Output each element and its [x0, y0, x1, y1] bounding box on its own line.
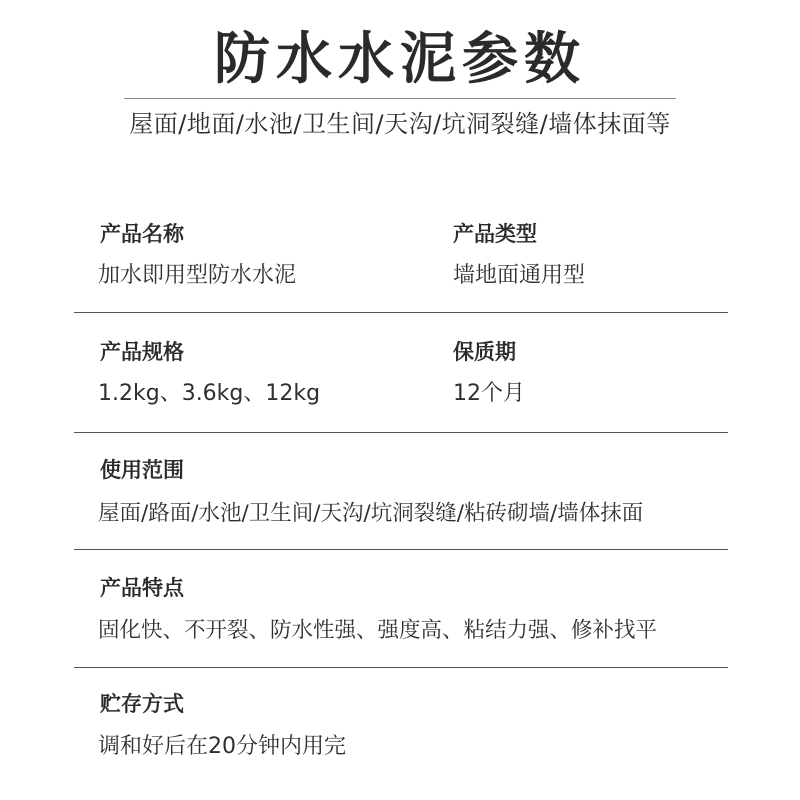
- section-divider: [74, 549, 728, 550]
- usage-scope-label: 使用范围: [100, 458, 184, 482]
- product-name-value: 加水即用型防水水泥: [98, 263, 297, 288]
- shelf-life-label: 保质期: [453, 340, 516, 364]
- features-label: 产品特点: [100, 576, 184, 600]
- storage-label: 贮存方式: [100, 692, 184, 716]
- page-title: 防水水泥参数: [214, 27, 586, 92]
- storage-value: 调和好后在20分钟内用完: [98, 734, 346, 759]
- shelf-life-value: 12个月: [453, 381, 525, 406]
- section-divider: [74, 432, 728, 433]
- page-subtitle: 屋面/地面/水池/卫生间/天沟/坑洞裂缝/墙体抹面等: [129, 110, 671, 138]
- product-spec-label: 产品规格: [100, 340, 184, 364]
- product-type-value: 墙地面通用型: [453, 263, 586, 288]
- product-type-label: 产品类型: [453, 222, 537, 246]
- product-spec-value: 1.2kg、3.6kg、12kg: [98, 381, 321, 406]
- section-divider: [74, 667, 728, 668]
- features-value: 固化快、不开裂、防水性强、强度高、粘结力强、修补找平: [98, 618, 658, 643]
- section-divider: [74, 312, 728, 313]
- usage-scope-value: 屋面/路面/水池/卫生间/天沟/坑洞裂缝/粘砖砌墙/墙体抹面: [98, 501, 644, 526]
- title-underline: [124, 98, 676, 99]
- product-name-label: 产品名称: [100, 222, 184, 246]
